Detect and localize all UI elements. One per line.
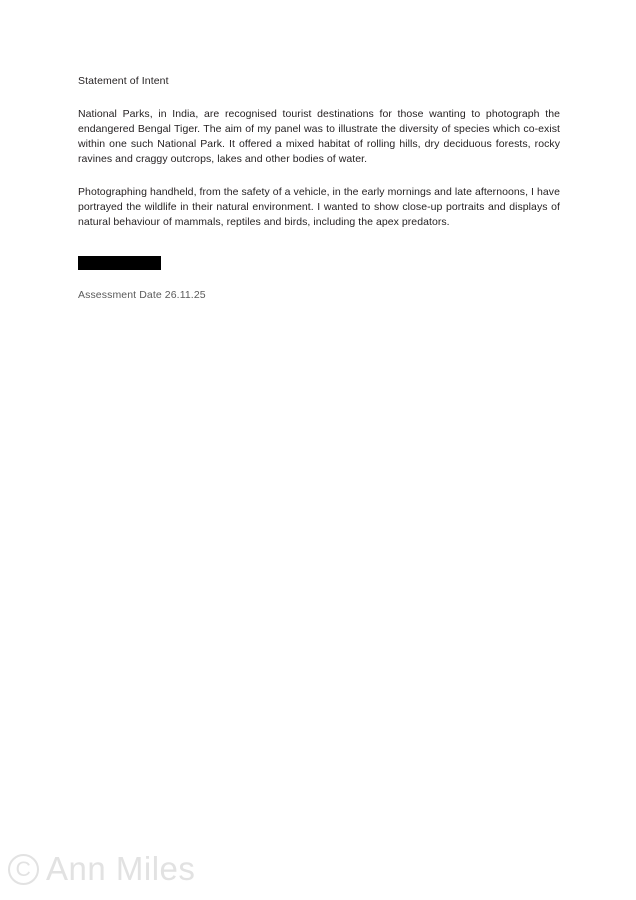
paragraph-1: National Parks, in India, are recognised tourist destinations for those wanting to photograph the endangered Bengal Tiger. The aim of my panel was to illustrate the diversity of species which co-exist within one such National Park. It offered a mixed habitat of rolling hills, dry deciduous forests, rocky ravines and craggy outcrops, lakes and other bodies of water. xyxy=(78,107,560,165)
assessment-date: Assessment Date 26.11.25 xyxy=(78,288,206,301)
redacted-name-block xyxy=(78,256,161,270)
copyright-watermark xyxy=(8,850,195,888)
copyright-icon: C xyxy=(8,854,39,885)
page-title: Statement of Intent xyxy=(78,75,169,87)
document-body xyxy=(78,74,560,302)
paragraph-2: Photographing handheld, from the safety of a vehicle, in the early mornings and late afternoons, I have portrayed the wildlife in their natural environment. I wanted to show close-up portraits and displays of natural behaviour of mammals, reptiles and birds, including the apex predators. xyxy=(78,185,560,228)
watermark-label: Ann Miles xyxy=(46,850,196,887)
